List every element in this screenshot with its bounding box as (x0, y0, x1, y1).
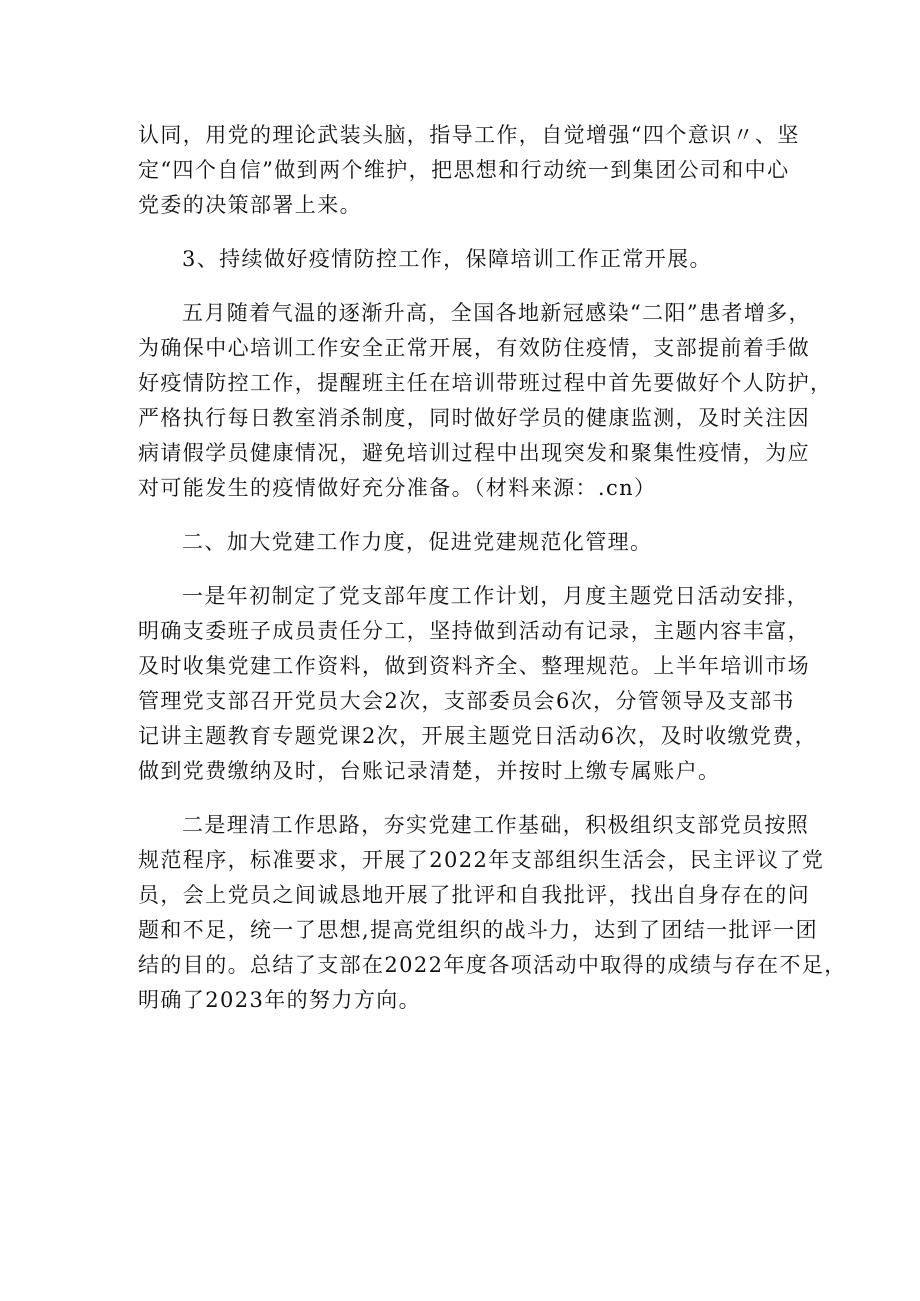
paragraph-continuation (138, 118, 808, 223)
text-line: 3、持续做好疫情防控工作，保障培训工作正常开展。 (182, 247, 712, 271)
text-line: 明确了2023年的努力方向。 (138, 988, 422, 1012)
paragraph-epidemic (138, 296, 833, 506)
text-line: 好疫情防控工作，提醒班主任在培训带班过程中首先要做好个人防护， (138, 371, 833, 395)
text-line: 为确保中心培训工作安全正常开展，有效防住疫情，支部提前着手做 (138, 336, 810, 360)
text-line: 二是理清工作思路，夯实党建工作基础，积极组织支部党员按照 (182, 813, 810, 837)
paragraph-work-ideas (138, 808, 847, 1018)
text-line: 病请假学员健康情况，避免培训过程中出现突发和聚集性疫情，为应 (138, 441, 810, 465)
document-body (138, 118, 847, 1018)
text-line: 规范程序，标准要求，开展了2022年支部组织生活会，民主评议了党 (138, 848, 825, 872)
text-line: 定“四个自信”做到两个维护，把思想和行动统一到集团公司和中心 (138, 158, 790, 182)
text-line: 题和不足，统一了思想,提高党组织的战斗力，达到了团结一批评一团 (138, 918, 819, 942)
text-line: 做到党费缴纳及时，台账记录清楚，并按时上缴专属账户。 (138, 759, 721, 783)
section-heading-party-building (138, 525, 808, 560)
text-line: 党委的决策部署上来。 (138, 193, 362, 217)
paragraph-work-plan (138, 579, 818, 789)
text-line: 管理党支部召开党员大会2次，支部委员会6次，分管领导及支部书 (138, 689, 795, 713)
text-line: 对可能发生的疫情做好充分准备。（材料来源：.cn） (138, 476, 657, 500)
text-line: 一是年初制定了党支部年度工作计划，月度主题党日活动安排， (182, 584, 810, 608)
section-heading-epidemic (138, 242, 808, 277)
text-line: 明确支委班子成员责任分工，坚持做到活动有记录，主题内容丰富， (138, 619, 810, 643)
text-line: 结的目的。总结了支部在2022年度各项活动中取得的成绩与存在不足， (138, 953, 847, 977)
text-line: 员，会上党员之间诚恳地开展了批评和自我批评，找出自身存在的问 (138, 883, 810, 907)
text-line: 及时收集党建工作资料，做到资料齐全、整理规范。上半年培训市场 (138, 654, 810, 678)
text-line: 五月随着气温的逐渐升高，全国各地新冠感染“二阳”患者增多， (182, 301, 812, 325)
text-line: 严格执行每日教室消杀制度，同时做好学员的健康监测，及时关注因 (138, 406, 810, 430)
text-line: 二、加大党建工作力度，促进党建规范化管理。 (182, 530, 653, 554)
text-line: 认同，用党的理论武装头脑，指导工作，自觉增强“四个意识〃、坚 (138, 123, 800, 147)
text-line: 记讲主题教育专题党课2次，开展主题党日活动6次，及时收缴党费， (138, 724, 818, 748)
